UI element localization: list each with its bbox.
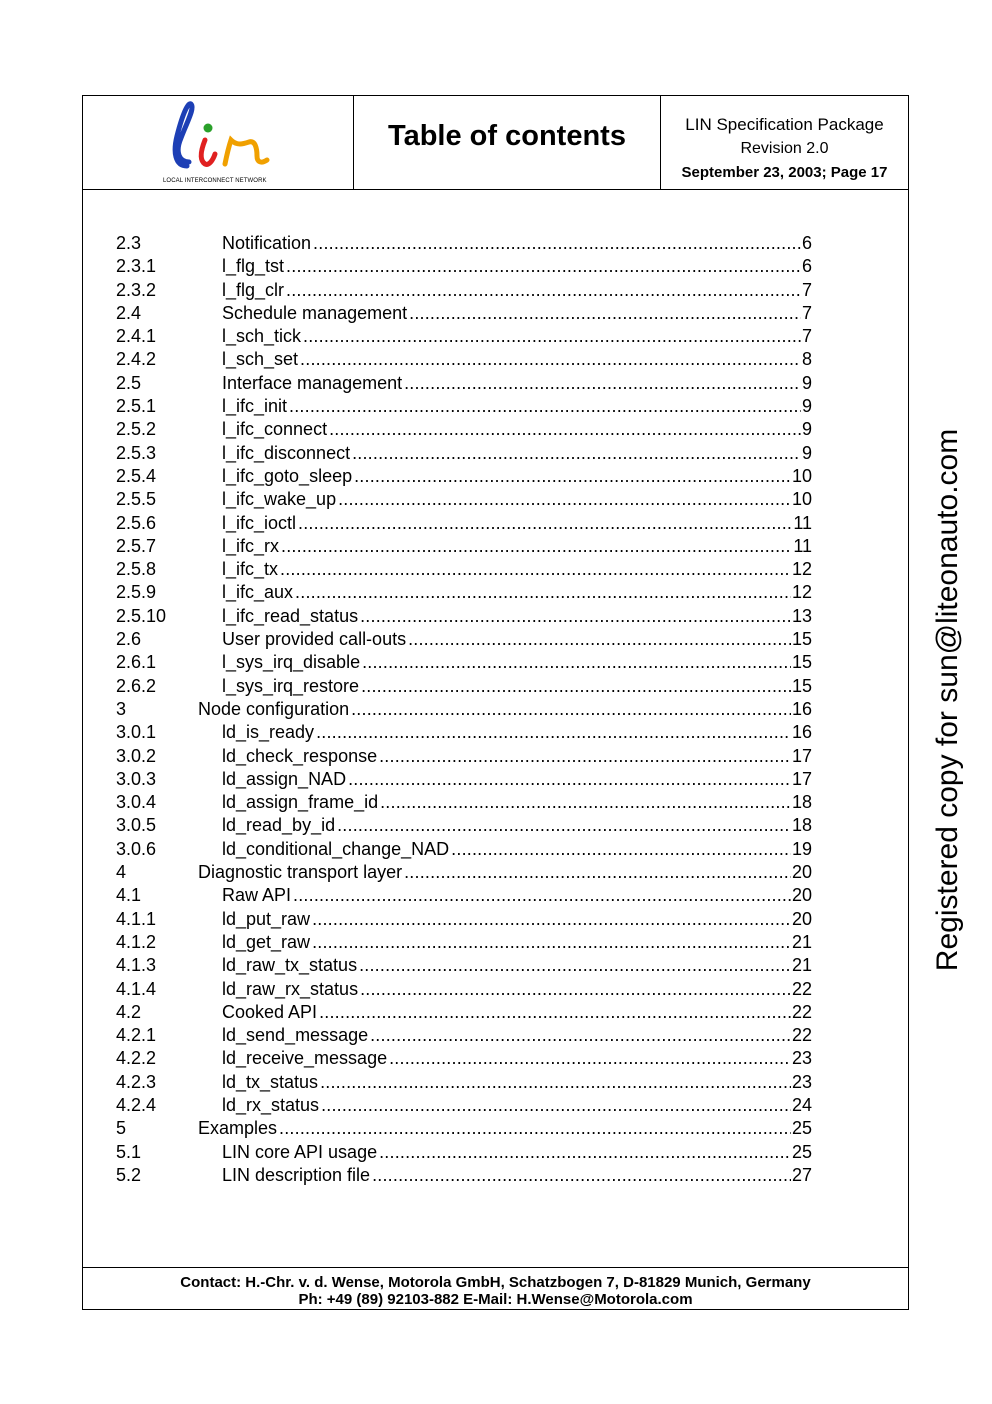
toc-leader-dots [313, 232, 801, 255]
toc-entry[interactable] [116, 791, 812, 814]
toc-entry-page: 23 [791, 1048, 812, 1069]
toc-entry-title: ld_assign_frame_id [222, 792, 379, 813]
toc-entry-title: l_sys_irq_restore [222, 675, 360, 696]
toc-entry-number: 4 [116, 862, 127, 883]
toc-entry-page: 11 [793, 512, 812, 533]
toc-entry-page: 22 [791, 1025, 812, 1046]
toc-entry-number: 3.0.3 [116, 768, 157, 789]
toc-entry-title: Diagnostic transport layer [198, 862, 403, 883]
page-header [83, 96, 908, 190]
toc-entry-page: 12 [791, 559, 812, 580]
toc-entry-number: 5.2 [116, 1164, 142, 1185]
toc-entry-title: ld_receive_message [222, 1048, 388, 1069]
toc-entry-number: 2.3 [116, 233, 142, 253]
toc-entry-title: l_flg_clr [222, 279, 285, 300]
toc-entry-title: l_ifc_connect [222, 419, 328, 440]
toc-entry-number: 2.5.7 [116, 535, 157, 556]
toc-entry-title: ld_is_ready [222, 722, 315, 743]
toc-entry[interactable] [116, 838, 812, 861]
toc-entry[interactable] [116, 255, 812, 278]
toc-entry-title: User provided call-outs [222, 629, 407, 650]
toc-entry[interactable] [116, 279, 812, 302]
toc-entry-number: 3.0.6 [116, 838, 157, 859]
toc-entry-number: 3.0.4 [116, 792, 157, 813]
toc-entry-number: 4.1.1 [116, 908, 157, 929]
toc-entry-title: l_sch_set [222, 349, 299, 370]
toc-entry[interactable] [116, 745, 812, 768]
toc-leader-dots [352, 442, 801, 465]
toc-entry-page: 15 [791, 629, 812, 650]
toc-entry[interactable] [116, 605, 812, 628]
toc-entry-number: 2.5 [116, 372, 142, 393]
toc-leader-dots [303, 325, 801, 348]
toc-entry-number: 3 [116, 698, 127, 719]
toc-entry[interactable] [116, 558, 812, 581]
toc-entry-number: 2.4.1 [116, 326, 157, 347]
toc-entry-title: ld_get_raw [222, 931, 311, 952]
toc-entry-title: l_sch_tick [222, 326, 302, 347]
toc-entry-number: 4.2.4 [116, 1094, 157, 1115]
toc-entry-page: 15 [791, 675, 812, 696]
toc-entry-page: 21 [791, 931, 812, 952]
toc-leader-dots [293, 884, 791, 907]
toc-entry-title: ld_send_message [222, 1025, 369, 1046]
toc-entry-title: l_ifc_wake_up [222, 489, 337, 510]
toc-entry[interactable] [116, 698, 812, 721]
toc-leader-dots [286, 279, 801, 302]
toc-entry-number: 5 [116, 1118, 127, 1139]
toc-entry[interactable] [116, 1164, 812, 1187]
toc-leader-dots [451, 838, 791, 861]
toc-entry-page: 25 [791, 1118, 812, 1139]
toc-entry-title: l_ifc_goto_sleep [222, 465, 353, 486]
toc-entry-number: 2.5.1 [116, 396, 157, 417]
toc-entry-title: LIN core API usage [222, 1141, 378, 1162]
toc-entry-page: 19 [791, 838, 812, 859]
toc-entry-page: 20 [791, 885, 812, 906]
toc-entry[interactable] [116, 302, 812, 325]
toc-entry-page: 17 [791, 768, 812, 789]
toc-entry-number: 2.6.2 [116, 675, 157, 696]
toc-entry-page: 9 [801, 396, 812, 417]
toc-entry[interactable] [116, 395, 812, 418]
toc-entry[interactable] [116, 1047, 812, 1070]
toc-leader-dots [316, 721, 791, 744]
toc-leader-dots [389, 1047, 791, 1070]
toc-leader-dots [312, 931, 791, 954]
toc-entry-page: 18 [791, 792, 812, 813]
toc-leader-dots [362, 651, 791, 674]
toc-leader-dots [354, 465, 791, 488]
lin-logo [161, 100, 281, 180]
toc-entry-page: 20 [791, 908, 812, 929]
toc-entry-page: 11 [793, 535, 812, 556]
toc-entry-page: 13 [791, 605, 812, 626]
toc-entry-title: Examples [198, 1118, 278, 1139]
toc-leader-dots [359, 954, 791, 977]
toc-leader-dots [295, 581, 791, 604]
toc-entry-page: 7 [801, 279, 812, 300]
title-cell [354, 96, 661, 189]
toc-entry-title: ld_rx_status [222, 1094, 320, 1115]
toc-entry-number: 4.1.2 [116, 931, 157, 952]
logo-cell [83, 96, 354, 189]
toc-entry-title: ld_assign_NAD [222, 768, 347, 789]
watermark-text: Registered copy for sun@liteonauto.com [931, 428, 964, 972]
page-title: Table of contents [388, 120, 626, 152]
toc-leader-dots [360, 605, 791, 628]
toc-entry-page: 10 [791, 489, 812, 510]
toc-entry[interactable] [116, 978, 812, 1001]
toc-leader-dots [348, 768, 791, 791]
toc-entry-number: 2.5.8 [116, 559, 157, 580]
toc-entry[interactable] [116, 1071, 812, 1094]
toc-leader-dots [337, 814, 791, 837]
toc-entry-page: 18 [791, 815, 812, 836]
toc-leader-dots [300, 348, 801, 371]
toc-entry-number: 2.6.1 [116, 652, 157, 673]
toc-entry-page: 16 [791, 722, 812, 743]
toc-entry-page: 8 [801, 349, 812, 370]
toc-entry[interactable] [116, 954, 812, 977]
toc-entry-page: 9 [801, 372, 812, 393]
toc-entry-page: 12 [791, 582, 812, 603]
toc-leader-dots [379, 1141, 791, 1164]
toc-entry-number: 2.5.10 [116, 605, 167, 626]
footer-contact-line: Contact: H.-Chr. v. d. Wense, Motorola GmbH, Schatzbogen 7, D-81829 Munich, Germany [180, 1274, 811, 1291]
toc-entry[interactable] [116, 1001, 812, 1024]
toc-leader-dots [280, 558, 791, 581]
toc-entry-title: l_ifc_rx [222, 535, 280, 556]
toc-leader-dots [351, 698, 791, 721]
toc-entry-page: 25 [791, 1141, 812, 1162]
toc-entry[interactable] [116, 628, 812, 651]
toc-entry-title: ld_conditional_change_NAD [222, 838, 450, 859]
toc-entry-page: 20 [791, 862, 812, 883]
toc-entry-number: 4.1.4 [116, 978, 157, 999]
toc-entry-number: 3.0.1 [116, 722, 157, 743]
toc-entry-title: Node configuration [198, 698, 350, 719]
toc-leader-dots [312, 908, 791, 931]
toc-entry-number: 4.1 [116, 885, 142, 906]
toc-entry[interactable] [116, 442, 812, 465]
toc-leader-dots [409, 302, 801, 325]
toc-entry-number: 4.2.1 [116, 1025, 157, 1046]
toc-entry[interactable] [116, 931, 812, 954]
toc-entry[interactable] [116, 372, 812, 395]
toc-leader-dots [380, 791, 791, 814]
toc-entry-number: 2.5.2 [116, 419, 157, 440]
toc-leader-dots [404, 861, 791, 884]
toc-entry-title: ld_raw_rx_status [222, 978, 359, 999]
toc-entry-number: 4.1.3 [116, 955, 157, 976]
toc-leader-dots [404, 372, 801, 395]
toc-entry-title: Schedule management [222, 302, 408, 323]
toc-entry[interactable] [116, 721, 812, 744]
toc-leader-dots [329, 418, 801, 441]
toc-entry[interactable] [116, 768, 812, 791]
toc-list [116, 232, 812, 1187]
toc-entry-page: 15 [791, 652, 812, 673]
toc-entry-number: 4.2.2 [116, 1048, 157, 1069]
toc-leader-dots [286, 255, 801, 278]
date-page-label: September 23, 2003; Page 17 [681, 164, 888, 181]
logo-subtitle: LOCAL INTERCONNECT NETWORK [163, 178, 267, 184]
toc-entry-page: 27 [791, 1164, 812, 1185]
toc-entry-title: ld_check_response [222, 745, 378, 766]
footer-phone-line: Ph: +49 (89) 92103-882 E-Mail: H.Wense@Motorola.com [298, 1291, 693, 1308]
toc-entry-number: 2.5.6 [116, 512, 157, 533]
toc-entry[interactable] [116, 884, 812, 907]
toc-entry-page: 9 [801, 442, 812, 463]
toc-entry[interactable] [116, 1024, 812, 1047]
toc-entry-number: 4.2 [116, 1001, 142, 1022]
toc-entry-title: ld_read_by_id [222, 815, 336, 836]
toc-entry-page: 23 [791, 1071, 812, 1092]
toc-leader-dots [279, 1117, 791, 1140]
toc-leader-dots [289, 395, 801, 418]
toc-entry-title: l_flg_tst [222, 256, 285, 277]
spec-package-label: LIN Specification Package [685, 115, 884, 134]
toc-entry-number: 3.0.2 [116, 745, 157, 766]
toc-entry-page: 16 [791, 698, 812, 719]
toc-leader-dots [298, 512, 792, 535]
toc-entry-title: l_ifc_tx [222, 559, 279, 580]
toc-entry-title: ld_tx_status [222, 1071, 319, 1092]
toc-entry-page: 10 [791, 465, 812, 486]
toc-entry-page: 7 [801, 326, 812, 347]
toc-entry-page: 6 [801, 233, 812, 253]
toc-entry[interactable] [116, 651, 812, 674]
toc-entry[interactable] [116, 488, 812, 511]
toc-entry-number: 2.3.2 [116, 279, 157, 300]
toc-entry[interactable] [116, 232, 812, 255]
toc-entry-page: 17 [791, 745, 812, 766]
toc-entry-title: LIN description file [222, 1164, 371, 1185]
toc-entry[interactable] [116, 535, 812, 558]
toc-entry[interactable] [116, 675, 812, 698]
toc-entry[interactable] [116, 1117, 812, 1140]
toc-entry-number: 2.5.4 [116, 465, 157, 486]
toc-entry-title: ld_raw_tx_status [222, 955, 358, 976]
toc-entry-title: l_ifc_ioctl [222, 512, 297, 533]
toc-entry-page: 24 [791, 1094, 812, 1115]
toc-entry-number: 2.5.9 [116, 582, 157, 603]
toc-entry-page: 9 [801, 419, 812, 440]
toc-entry-number: 2.6 [116, 629, 142, 650]
toc-entry-page: 7 [801, 302, 812, 323]
toc-entry[interactable] [116, 418, 812, 441]
toc-entry-title: l_sys_irq_disable [222, 652, 361, 673]
toc-leader-dots [319, 1001, 791, 1024]
toc-entry-title: Cooked API [222, 1001, 318, 1022]
toc-entry[interactable] [116, 512, 812, 535]
toc-entry-number: 2.4 [116, 302, 142, 323]
toc-entry-number: 2.3.1 [116, 256, 157, 277]
toc-entry-title: ld_put_raw [222, 908, 311, 929]
toc-entry[interactable] [116, 814, 812, 837]
toc-entry-number: 3.0.5 [116, 815, 157, 836]
info-cell [661, 96, 908, 189]
toc-entry-title: l_ifc_read_status [222, 605, 359, 626]
toc-entry-number: 5.1 [116, 1141, 142, 1162]
toc-leader-dots [338, 488, 791, 511]
toc-entry-page: 21 [791, 955, 812, 976]
toc-entry-page: 6 [801, 256, 812, 277]
toc-entry-title: l_ifc_init [222, 396, 288, 417]
toc-entry-number: 2.5.5 [116, 489, 157, 510]
toc-leader-dots [281, 535, 792, 558]
toc-leader-dots [370, 1024, 791, 1047]
toc-entry-number: 2.4.2 [116, 349, 157, 370]
toc-entry[interactable] [116, 1094, 812, 1117]
revision-label: Revision 2.0 [740, 140, 829, 157]
toc-entry[interactable] [116, 465, 812, 488]
toc-leader-dots [379, 745, 791, 768]
toc-entry[interactable] [116, 1141, 812, 1164]
toc-entry[interactable] [116, 861, 812, 884]
toc-entry-number: 2.5.3 [116, 442, 157, 463]
toc-entry-number: 4.2.3 [116, 1071, 157, 1092]
toc-leader-dots [320, 1071, 791, 1094]
toc-entry-title: Interface management [222, 372, 403, 393]
page-footer [83, 1267, 908, 1309]
toc-leader-dots [372, 1164, 791, 1187]
toc-entry[interactable] [116, 908, 812, 931]
toc-entry[interactable] [116, 581, 812, 604]
toc-leader-dots [321, 1094, 791, 1117]
toc-entry[interactable] [116, 325, 812, 348]
toc-entry-title: l_ifc_aux [222, 582, 294, 603]
toc-leader-dots [361, 675, 791, 698]
toc-entry-page: 22 [791, 978, 812, 999]
toc-entry-title: Notification [222, 233, 312, 253]
toc-entry-page: 22 [791, 1001, 812, 1022]
toc-entry[interactable] [116, 348, 812, 371]
toc-entry-title: l_ifc_disconnect [222, 442, 351, 463]
toc-leader-dots [408, 628, 791, 651]
toc-entry-title: Raw API [222, 885, 292, 906]
toc-leader-dots [360, 978, 791, 1001]
